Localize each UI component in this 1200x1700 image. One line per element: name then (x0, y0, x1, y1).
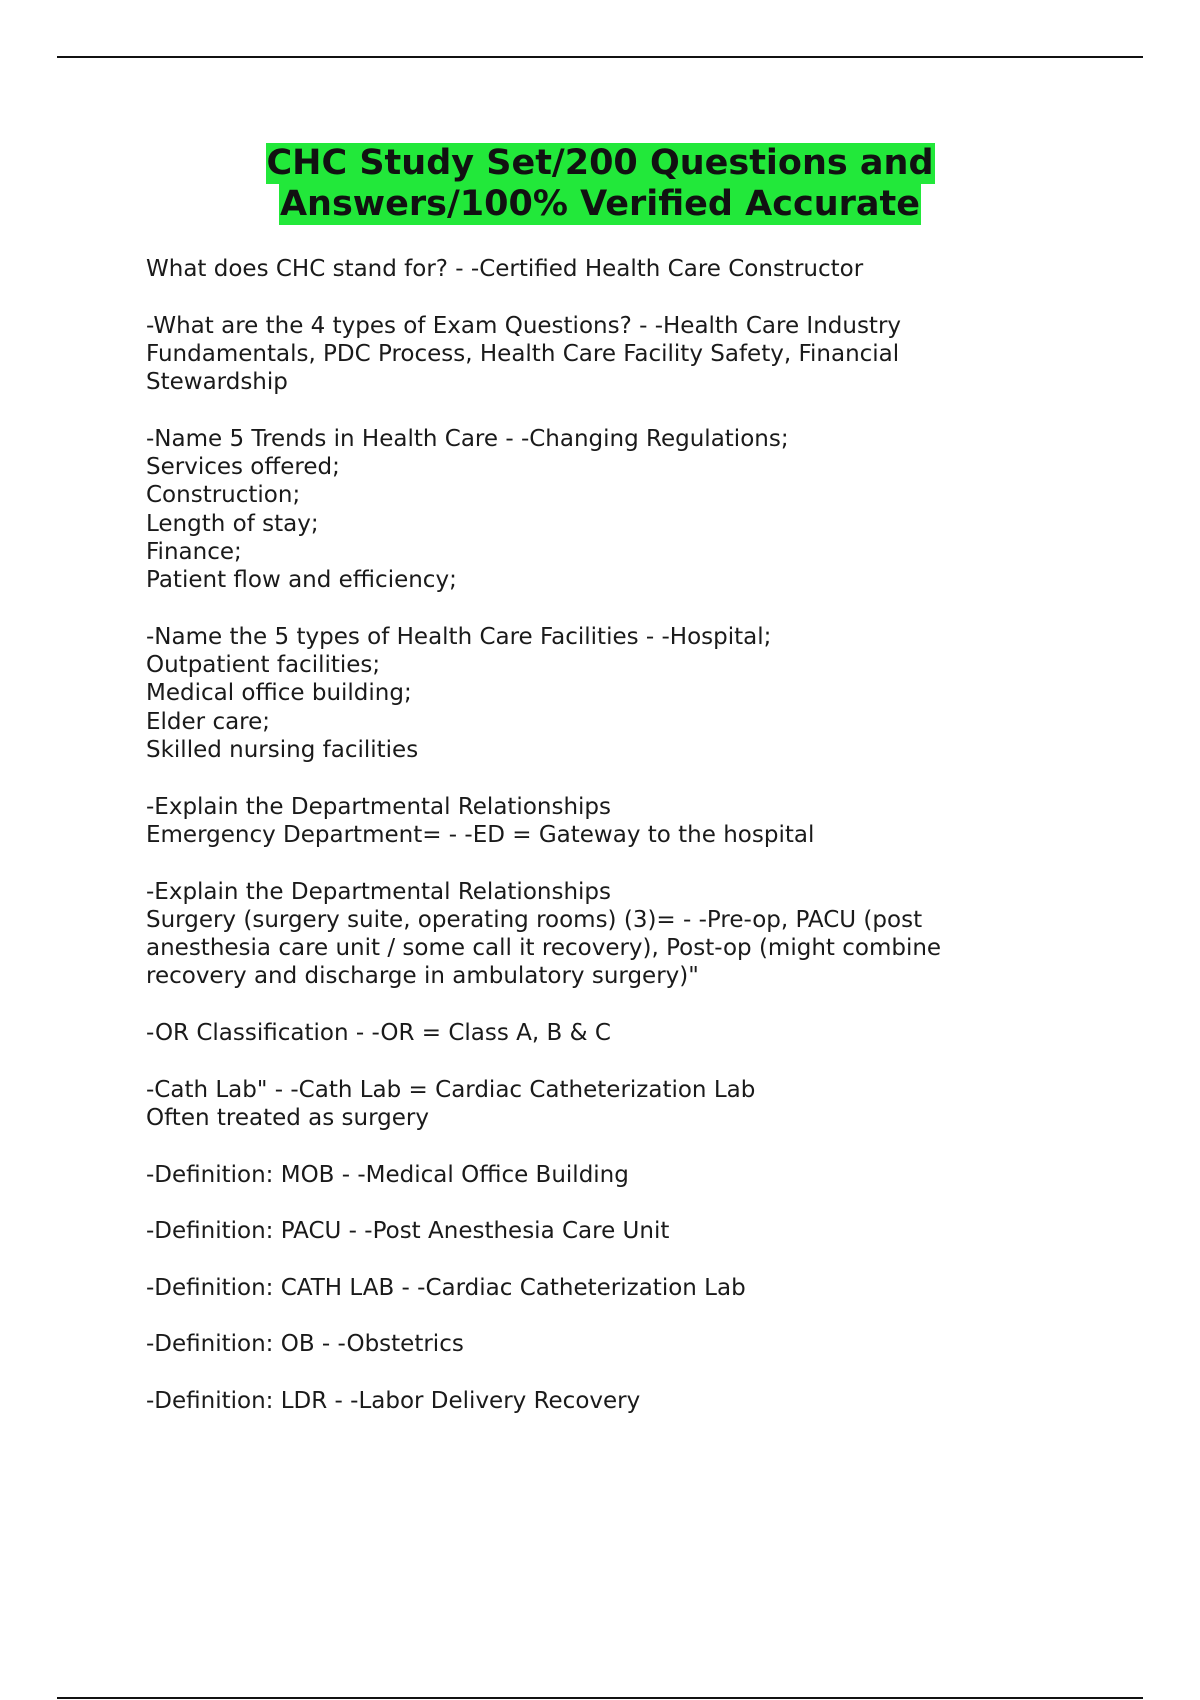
qa-item: -Explain the Departmental Relationships Emergency Department= - -ED = Gateway to the hospital (146, 793, 815, 848)
qa-item: What does CHC stand for? - -Certified Health Care Constructor (146, 256, 864, 282)
qa-item: -Cath Lab" - -Cath Lab = Cardiac Catheterization Lab Often treated as surgery (146, 1076, 756, 1131)
title-line-1: CHC Study Set/200 Questions and (266, 143, 934, 183)
qa-item: -Name 5 Trends in Health Care - -Changing Regulations; Services offered; Construction; Length of stay; Finance; Patient flow and efficiency; (146, 425, 789, 594)
qa-item: -OR Classification - -OR = Class A, B & C (146, 1020, 611, 1047)
qa-item: -Definition: CATH LAB - -Cardiac Catheterization Lab (146, 1274, 746, 1301)
qa-list (146, 255, 1006, 1443)
document-title (0, 143, 1200, 225)
qa-item: -Explain the Departmental Relationships Surgery (surgery suite, operating rooms) (3)= - -Pre-op, PACU (post anesthesia care unit / some call it recovery), Post-op (might combine recovery and discharge in ambulatory surgery)" (146, 878, 942, 990)
header-rule (57, 56, 1143, 58)
qa-item: -Definition: PACU - -Post Anesthesia Care Unit (146, 1218, 670, 1245)
qa-item: -What are the 4 types of Exam Questions? - -Health Care Industry Fundamentals, PDC Process, Health Care Facility Safety, Financial Stewardship (146, 312, 902, 396)
qa-item: -Definition: LDR - -Labor Delivery Recovery (146, 1387, 641, 1414)
qa-item: -Definition: MOB - -Medical Office Building (146, 1161, 629, 1188)
qa-item: -Definition: OB - -Obstetrics (146, 1331, 464, 1358)
qa-item: -Name the 5 types of Health Care Facilities - -Hospital; Outpatient facilities; Medical office building; Elder care; Skilled nursing facilities (146, 623, 772, 764)
footer-rule (57, 1697, 1143, 1699)
title-line-2: Answers/100% Verified Accurate (279, 184, 921, 224)
